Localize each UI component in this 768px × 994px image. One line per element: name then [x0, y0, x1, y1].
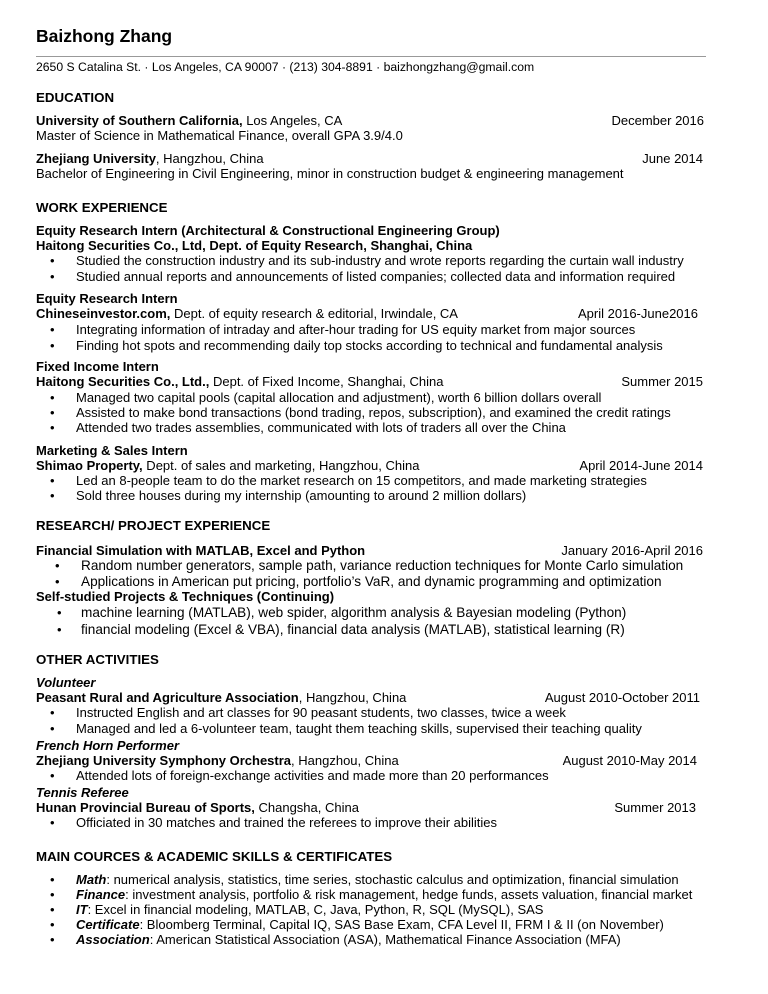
activity-org: Peasant Rural and Agriculture Association — [36, 690, 299, 705]
degree-detail: Master of Science in Mathematical Finance, overall GPA 3.9/4.0 — [36, 128, 403, 143]
bullet-icon: • — [50, 322, 55, 337]
job-bullet: Sold three houses during my internship (amounting to around 2 million dollars) — [76, 488, 527, 503]
job-employer-line — [36, 374, 703, 389]
job-title: Equity Research Intern (Architectural & Constructional Engineering Group) — [36, 223, 500, 238]
bullet-icon: • — [50, 473, 55, 488]
skill-item — [76, 902, 543, 917]
activity-date: August 2010-May 2014 — [562, 753, 697, 768]
school-location: Los Angeles, CA — [242, 113, 343, 128]
skill-label: Finance — [76, 887, 126, 902]
job-department: Dept. of equity research & editorial, Irwindale, CA — [170, 306, 458, 321]
project-bullet: Applications in American put pricing, portfolio’s VaR, and dynamic programming and optimization — [81, 574, 662, 589]
bullet-icon: • — [57, 622, 62, 637]
bullet-icon: • — [50, 917, 55, 932]
activity-org-line — [36, 690, 700, 705]
job-bullet: Managed two capital pools (capital allocation and adjustment), worth 6 billion dollars overall — [76, 390, 602, 405]
bullet-icon: • — [50, 390, 55, 405]
bullet-icon: • — [50, 269, 55, 284]
skill-text: : investment analysis, portfolio & risk management, hedge funds, assets valuation, financial market — [125, 887, 693, 902]
bullet-icon: • — [50, 902, 55, 917]
activity-location: , Hangzhou, China — [298, 690, 407, 705]
job-bullet: Attended two trades assemblies, communicated with lots of traders all over the China — [76, 420, 566, 435]
education-entry-usc — [36, 113, 706, 128]
bullet-icon: • — [50, 338, 55, 353]
job-date: Summer 2015 — [621, 374, 703, 389]
activity-role: Tennis Referee — [36, 785, 129, 800]
job-title: Equity Research Intern — [36, 291, 178, 306]
school-name: Zhejiang University — [36, 151, 156, 166]
job-bullet: Led an 8-people team to do the market research on 15 competitors, and made marketing strategies — [76, 473, 647, 488]
bullet-icon: • — [55, 558, 60, 573]
skill-label: Math — [76, 872, 107, 887]
skill-text: : numerical analysis, statistics, time series, stochastic calculus and optimization, financial simulation — [106, 872, 679, 887]
section-heading-research: RESEARCH/ PROJECT EXPERIENCE — [36, 518, 271, 533]
skill-text: : Excel in financial modeling, MATLAB, C, Java, Python, R, SQL (MySQL), SAS — [87, 902, 544, 917]
activity-date: August 2010-October 2011 — [544, 690, 700, 705]
bullet-icon: • — [57, 605, 62, 620]
candidate-name: Baizhong Zhang — [36, 26, 173, 46]
degree-detail: Bachelor of Engineering in Civil Engineering, minor in construction budget & engineering management — [36, 166, 624, 181]
job-title: Marketing & Sales Intern — [36, 443, 188, 458]
activity-bullet: Instructed English and art classes for 90 peasant students, two classes, twice a week — [76, 705, 566, 720]
activity-bullet: Officiated in 30 matches and trained the referees to improve their abilities — [76, 815, 498, 830]
skill-label: Association — [76, 932, 150, 947]
bullet-icon: • — [50, 405, 55, 420]
activity-org-line — [36, 753, 697, 768]
contact-line: 2650 S Catalina St. · Los Angeles, CA 90007 · (213) 304-8891 · baizhongzhang@gmail.com — [36, 60, 535, 74]
project-bullet: machine learning (MATLAB), web spider, algorithm analysis & Bayesian modeling (Python) — [81, 605, 627, 620]
skill-item — [76, 917, 664, 932]
project-bullet: Random number generators, sample path, variance reduction techniques for Monte Carlo simulation — [81, 558, 684, 573]
bullet-icon: • — [50, 887, 55, 902]
section-heading-education: EDUCATION — [36, 90, 115, 105]
project-title: Self-studied Projects & Techniques (Continuing) — [36, 589, 335, 604]
header-divider — [36, 56, 706, 57]
bullet-icon: • — [50, 420, 55, 435]
school-name: University of Southern California, — [36, 113, 243, 128]
project-bullet: financial modeling (Excel & VBA), financial data analysis (MATLAB), statistical learning (R) — [81, 622, 625, 637]
job-department: Dept. of sales and marketing, Hangzhou, China — [142, 458, 420, 473]
job-bullet: Studied annual reports and announcements of listed companies; collected data and information required — [76, 269, 676, 284]
activity-org-line — [36, 800, 696, 815]
job-bullet: Integrating information of intraday and after-hour trading for US equity market from major sources — [76, 322, 636, 337]
job-department: Dept. of Fixed Income, Shanghai, China — [209, 374, 444, 389]
skill-item — [76, 932, 621, 947]
project-date: January 2016-April 2016 — [561, 543, 703, 558]
bullet-icon: • — [50, 705, 55, 720]
job-employer: Haitong Securities Co., Ltd, Dept. of Equity Research, Shanghai, China — [36, 238, 473, 253]
job-bullet: Studied the construction industry and its sub-industry and wrote reports regarding the curtain wall industry — [76, 253, 684, 268]
bullet-icon: • — [55, 574, 60, 589]
job-date: April 2016-June2016 — [578, 306, 698, 321]
activity-role: French Horn Performer — [36, 738, 180, 753]
job-date: April 2014-June 2014 — [579, 458, 703, 473]
education-entry-zju — [36, 151, 706, 166]
activity-location: Changsha, China — [254, 800, 359, 815]
job-title: Fixed Income Intern — [36, 359, 159, 374]
education-date: June 2014 — [642, 151, 703, 166]
bullet-icon: • — [50, 721, 55, 736]
skill-text: : American Statistical Association (ASA), Mathematical Finance Association (MFA) — [149, 932, 621, 947]
project-line — [36, 543, 703, 558]
job-employer: Haitong Securities Co., Ltd., — [36, 374, 210, 389]
activity-role: Volunteer — [36, 675, 96, 690]
project-title: Financial Simulation with MATLAB, Excel and Python — [36, 543, 366, 558]
job-employer: Chineseinvestor.com, — [36, 306, 171, 321]
section-heading-skills: MAIN COURCES & ACADEMIC SKILLS & CERTIFICATES — [36, 849, 393, 864]
education-date: December 2016 — [611, 113, 704, 128]
section-heading-work: WORK EXPERIENCE — [36, 200, 168, 215]
job-bullet: Assisted to make bond transactions (bond trading, repos, subscription), and examined the credit ratings — [76, 405, 671, 420]
activity-org: Hunan Provincial Bureau of Sports, — [36, 800, 255, 815]
job-employer-line — [36, 306, 698, 321]
skill-item — [76, 887, 692, 902]
skill-text: : Bloomberg Terminal, Capital IQ, SAS Base Exam, CFA Level II, FRM I & II (on November) — [139, 917, 664, 932]
activity-org: Zhejiang University Symphony Orchestra — [36, 753, 292, 768]
job-bullet: Finding hot spots and recommending daily top stocks according to technical and fundamental analysis — [76, 338, 663, 353]
skill-item — [76, 872, 679, 887]
section-heading-activities: OTHER ACTIVITIES — [36, 652, 159, 667]
skill-label: IT — [76, 902, 88, 917]
school-location: , Hangzhou, China — [155, 151, 264, 166]
bullet-icon: • — [50, 932, 55, 947]
activity-bullet: Managed and led a 6-volunteer team, taught them teaching skills, supervised their teaching quality — [76, 721, 642, 736]
skill-label: Certificate — [76, 917, 140, 932]
bullet-icon: • — [50, 488, 55, 503]
bullet-icon: • — [50, 815, 55, 830]
activity-location: , Hangzhou, China — [291, 753, 399, 768]
bullet-icon: • — [50, 872, 55, 887]
activity-date: Summer 2013 — [614, 800, 696, 815]
activity-bullet: Attended lots of foreign-exchange activities and made more than 20 performances — [76, 768, 549, 783]
bullet-icon: • — [50, 253, 55, 268]
job-employer: Shimao Property, — [36, 458, 143, 473]
job-employer-line — [36, 458, 703, 473]
bullet-icon: • — [50, 768, 55, 783]
